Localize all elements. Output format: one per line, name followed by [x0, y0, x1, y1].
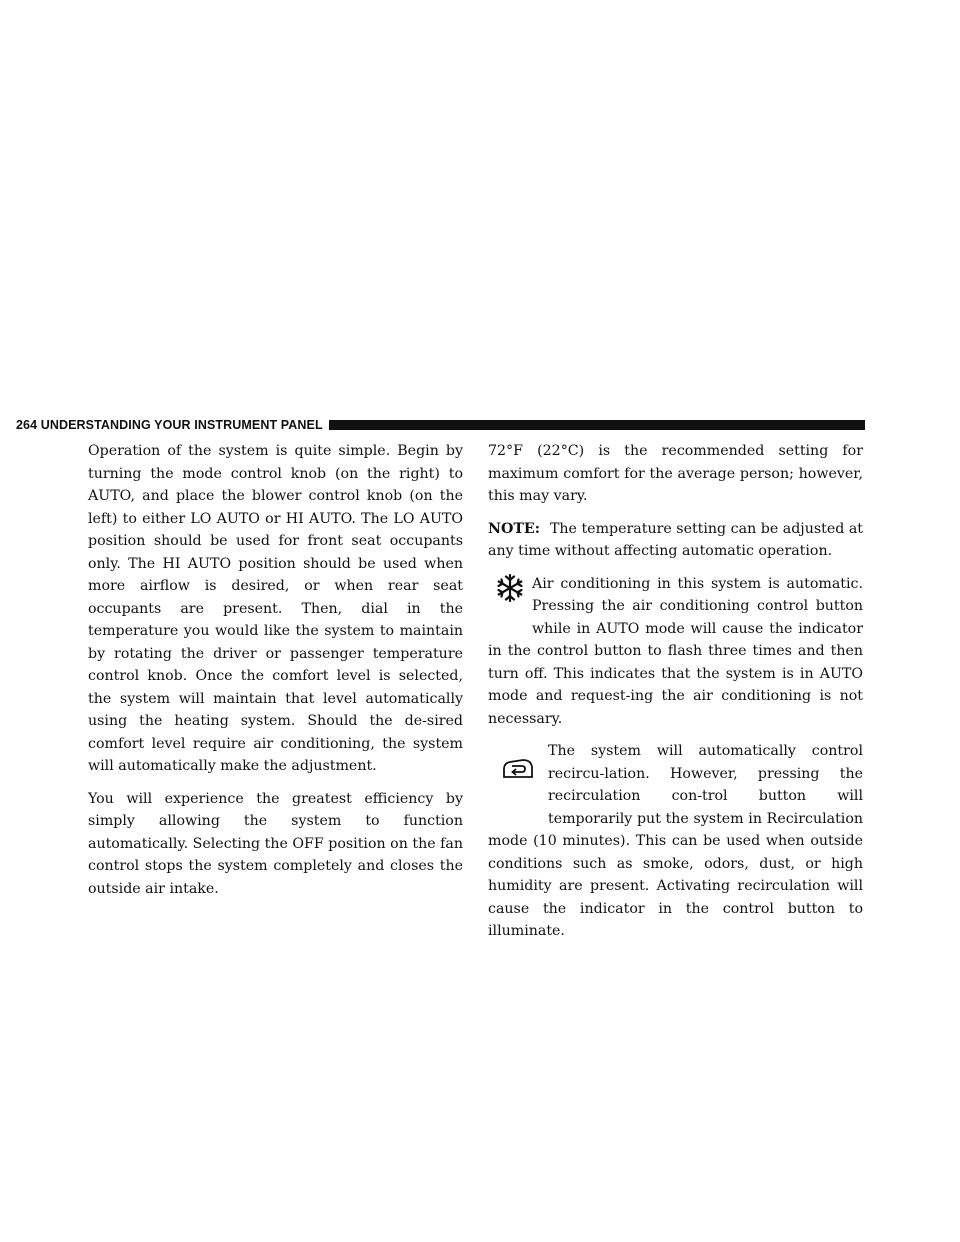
recirculation-paragraph	[488, 740, 863, 943]
page-header	[16, 416, 865, 434]
ac-text: Air conditioning in this system is automatic. Pressing the air conditioning control button while in AUTO mode will cause the indicator in the control button to flash three times and then turn off. This indicates that the system is in AUTO mode and request-ing the air conditioning is not necessary.	[488, 575, 863, 727]
operation-paragraph: Operation of the system is quite simple. Begin by turning the mode control knob (on the right) to AUTO, and place the blower control knob (on the left) to either LO AUTO or HI AUTO. The LO AUTO position should be used for front seat occupants only. The HI AUTO position should be used when more airflow is desired, or when rear seat occupants are present. Then, dial in the temperature you would like the system to maintain by rotating the driver or passenger temperature control knob. Once the comfort level is selected, the system will maintain that level automatically using the heating system. Should the de-sired comfort level require air conditioning, the system will automatically make the adjustment.	[88, 443, 463, 774]
efficiency-paragraph: You will experience the greatest efficiency by simply allowing the system to function automatically. Selecting the OFF position on the fan control stops the system completely and closes the outside air intake.	[88, 790, 463, 897]
page-header-label: 264 UNDERSTANDING YOUR INSTRUMENT PANEL	[16, 418, 323, 432]
temperature-paragraph: 72°F (22°C) is the recommended setting for maximum comfort for the average person; however, this may vary.	[488, 443, 863, 504]
note-text: The temperature setting can be adjusted at any time without affecting automatic operation.	[488, 520, 863, 559]
recirculation-text: The system will automatically control recircu-lation. However, pressing the recirculation con-trol button will temporarily put the system in Recirculation mode (10 minutes). This can be used when outside conditions such as smoke, odors, dust, or high humidity are present. Activating recirculation will cause the indicator in the control button to illuminate.	[488, 743, 863, 939]
snowflake-icon	[488, 573, 532, 639]
recirculation-icon	[488, 740, 548, 828]
header-rule	[329, 420, 865, 430]
note-label: NOTE:	[488, 520, 540, 537]
right-column	[488, 440, 863, 953]
left-column	[88, 440, 463, 910]
ac-paragraph	[488, 573, 863, 731]
note-paragraph	[488, 518, 863, 563]
